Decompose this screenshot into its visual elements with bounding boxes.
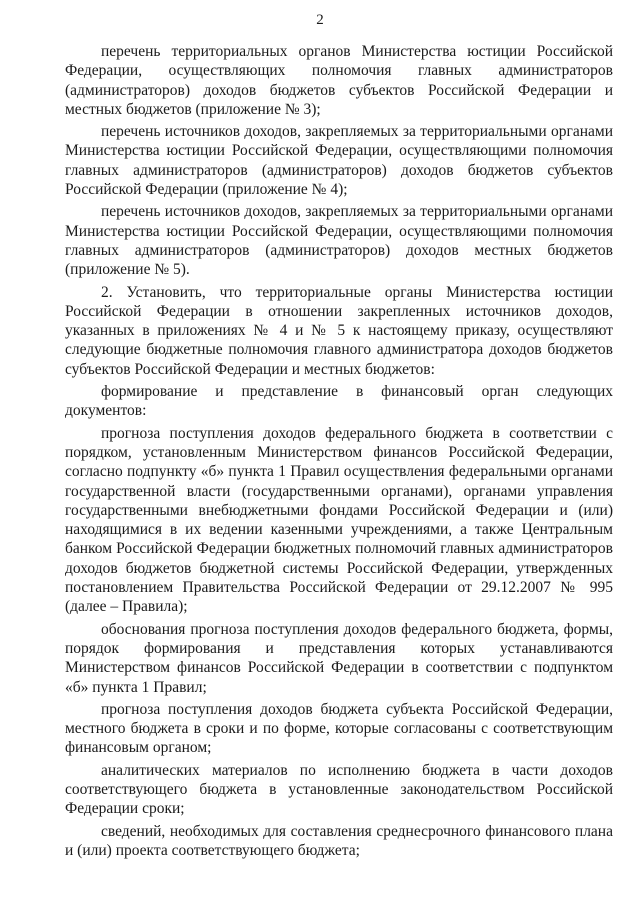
paragraph-regional-forecast: прогноза поступления доходов бюджета субъекта Российской Федерации, местного бюджета в сроки и по форме, которые согласованы с соответствующим финансовым органом; bbox=[65, 700, 613, 757]
paragraph-federal-forecast: прогноза поступления доходов федерального бюджета в соответствии с порядком, установленным Министерством финансов Российской Федерации, согласно подпункту «б» пункта 1 Правил осуществления федеральными органами государственной власти (государственными органами), органами управления государственными внебюджетными фондами Российской Федерации и (или) находящимися в их ведении казенными учреждениями, а также Центральным банком Российской Федерации бюджетных полномочий главных администраторов доходов бюджетов бюджетной системы Российской Федерации, утвержденных постановлением Правительства Российской Федерации от 29.12.2007 № 995 (далее – Правила); bbox=[65, 424, 613, 616]
paragraph-list-appendix-4: перечень источников доходов, закрепляемых за территориальными органами Министерства юстиции Российской Федерации, осуществляющими полномочия главных администраторов (администраторов) доходов бюджетов субъектов Российской Федерации (приложение № 4); bbox=[65, 123, 613, 199]
paragraph-analytical-materials: аналитических материалов по исполнению бюджета в части доходов соответствующего бюджета в установленные законодательством Российской Федерации сроки; bbox=[65, 761, 613, 818]
document-body bbox=[65, 42, 613, 863]
paragraph-forecast-justification: обоснования прогноза поступления доходов федерального бюджета, формы, порядок формирования и представления которых устанавливаются Министерством финансов Российской Федерации в соответствии с подпунктом «б» пункта 1 Правил; bbox=[65, 620, 613, 696]
paragraph-list-appendix-5: перечень источников доходов, закрепляемых за территориальными органами Министерства юстиции Российской Федерации, осуществляющими полномочия главных администраторов (администраторов) доходов местных бюджетов (приложение № 5). bbox=[65, 203, 613, 279]
paragraph-documents-intro: формирование и представление в финансовый орган следующих документов: bbox=[65, 383, 613, 420]
paragraph-medium-term-plan: сведений, необходимых для составления среднесрочного финансового плана и (или) проекта соответствующего бюджета; bbox=[65, 822, 613, 859]
page-number: 2 bbox=[316, 12, 324, 28]
paragraph-list-appendix-3: перечень территориальных органов Министерства юстиции Российской Федерации, осуществляющих полномочия главных администраторов (администраторов) доходов бюджетов субъектов Российской Федерации и местных бюджетов (приложение № 3); bbox=[65, 43, 613, 118]
paragraph-item-2: 2. Установить, что территориальные органы Министерства юстиции Российской Федерации в отношении закрепленных источников доходов, указанных в приложениях № 4 и № 5 к настоящему приказу, осуществляют следующие бюджетные полномочия главного администратора доходов бюджетов субъектов Российской Федерации и местных бюджетов: bbox=[65, 283, 613, 378]
